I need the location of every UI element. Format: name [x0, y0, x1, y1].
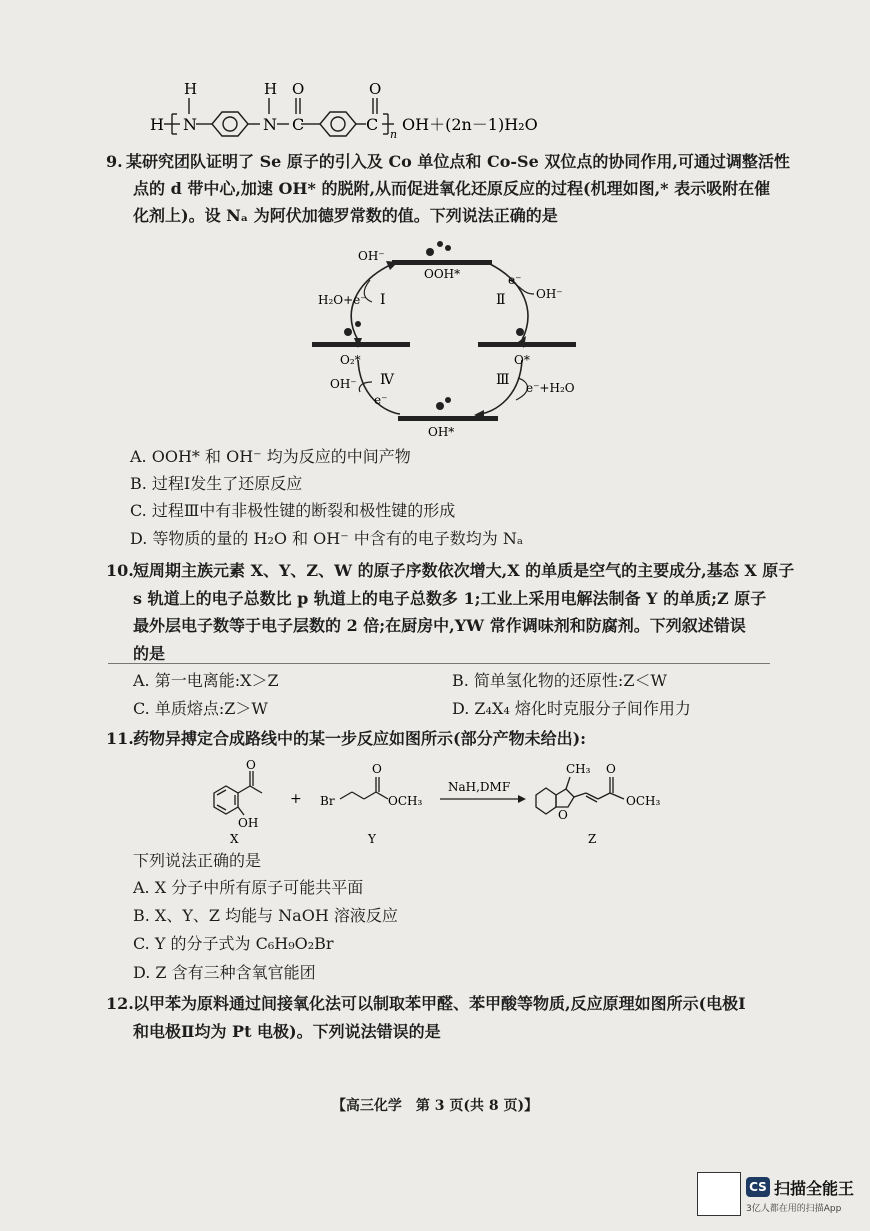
q11-option-a: A. X 分子中所有原子可能共平面 [133, 878, 364, 897]
cs-logo-icon: CS [746, 1177, 770, 1197]
polymer-o-1: O [292, 80, 305, 98]
scanner-tagline: 3亿人都在用的扫描App [746, 1204, 842, 1214]
label-h2o-e: H₂O+e⁻ [318, 293, 367, 307]
plus-sign: + [290, 791, 302, 807]
polymer-n-2: N [263, 115, 277, 134]
y-compound-label: Y [368, 832, 376, 846]
q11-option-d: D. Z 含有三种含氧官能团 [133, 963, 316, 982]
page-footer: 【高三化学 第 3 页(共 8 页)】 [331, 1098, 539, 1114]
q9-option-b: B. 过程Ⅰ发生了还原反应 [130, 474, 303, 493]
label-e-left: e⁻ [374, 393, 388, 407]
q10-rule [108, 663, 770, 664]
q9-stem-line-2: 点的 d 带中心,加速 OH* 的脱附,从而促进氧化还原反应的过程(机理如图,* 表示吸附在催 [133, 179, 771, 198]
x-o-label: O [246, 758, 256, 772]
polymer-n-1: N [183, 115, 197, 134]
reagent-label: NaH,DMF [448, 780, 511, 794]
q11-stem-2: 下列说法正确的是 [133, 851, 262, 870]
q11-option-c: C. Y 的分子式为 C₆H₉O₂Br [133, 934, 334, 953]
polymer-h-left: H [150, 115, 164, 134]
q12-stem-line-2: 和电极Ⅱ均为 Pt 电极)。下列说法错误的是 [133, 1022, 441, 1041]
q9-option-d: D. 等物质的量的 H₂O 和 OH⁻ 中含有的电子数均为 Nₐ [130, 529, 524, 548]
q9-option-a: A. OOH* 和 OH⁻ 均为反应的中间产物 [130, 447, 411, 466]
polymer-subscript-n: n [390, 128, 398, 140]
polymer-o-2: O [369, 80, 382, 98]
label-o-star: O* [514, 353, 530, 367]
z-ch3-label: CH₃ [566, 762, 591, 776]
polymer-h-top-2: H [264, 80, 278, 98]
y-br-label: Br [320, 794, 335, 808]
z-o-label: O [606, 762, 616, 776]
z-och3-label: OCH₃ [626, 794, 661, 808]
x-oh-label: OH [238, 816, 259, 830]
label-o2-star: O₂* [340, 353, 361, 367]
q10-number: 10. [106, 561, 134, 580]
qr-code-icon [697, 1172, 741, 1216]
label-roman-2: Ⅱ [496, 292, 506, 308]
q11-option-b: B. X、Y、Z 均能与 NaOH 溶液反应 [133, 906, 398, 925]
q9-mechanism-diagram [300, 232, 590, 444]
polymer-c-2: C [366, 115, 379, 134]
q10-option-c: C. 单质熔点:Z＞W [133, 699, 268, 718]
q11-stem: 药物异搏定合成路线中的某一步反应如图所示(部分产物未给出): [133, 729, 587, 748]
q10-stem-line-1: 短周期主族元素 X、Y、Z、W 的原子序数依次增大,X 的单质是空气的主要成分,基态 X 原子 [133, 561, 795, 580]
label-ooh-star: OOH* [424, 267, 461, 281]
q11-reaction-scheme [200, 755, 720, 847]
label-oh-left: OH⁻ [330, 377, 357, 391]
polymer-structure [150, 78, 570, 140]
q10-option-d: D. Z₄X₄ 熔化时克服分子间作用力 [452, 699, 691, 718]
q9-number: 9. [106, 152, 123, 171]
q10-stem-line-2: s 轨道上的电子总数比 p 轨道上的电子总数多 1;工业上采用电解法制备 Y 的单质;Z 原子 [133, 589, 767, 608]
q9-stem-line-3: 化剂上)。设 Nₐ 为阿伏加德罗常数的值。下列说法正确的是 [133, 206, 558, 225]
label-e-h2o: e⁻+H₂O [526, 381, 575, 395]
label-oh-star-bottom: OH* [428, 425, 455, 439]
label-oh-right: OH⁻ [536, 287, 563, 301]
x-compound-label: X [230, 832, 239, 846]
polymer-h-top-1: H [184, 80, 198, 98]
q12-stem-line-1: 以甲苯为原料通过间接氧化法可以制取苯甲醛、苯甲酸等物质,反应原理如图所示(电极Ⅰ [133, 994, 746, 1013]
label-e-right: e⁻ [508, 273, 522, 287]
q10-stem-line-4: 的是 [133, 644, 166, 663]
q10-option-b: B. 简单氢化物的还原性:Z＜W [452, 671, 667, 690]
polymer-c-1: C [292, 115, 305, 134]
label-roman-3: Ⅲ [496, 372, 510, 388]
label-roman-1: Ⅰ [380, 292, 386, 308]
label-oh-top: OH⁻ [358, 249, 385, 263]
y-o-label: O [372, 762, 382, 776]
q9-option-c: C. 过程Ⅲ中有非极性键的断裂和极性键的形成 [130, 501, 456, 520]
z-compound-label: Z [588, 832, 597, 846]
q12-number: 12. [106, 994, 134, 1013]
polymer-tail: OH＋(2n－1)H₂O [402, 115, 538, 134]
q10-option-a: A. 第一电离能:X＞Z [133, 671, 279, 690]
q9-stem-line-1: 某研究团队证明了 Se 原子的引入及 Co 单位点和 Co-Se 双位点的协同作用,可通过调整活性 [126, 152, 790, 171]
label-roman-4: Ⅳ [380, 372, 394, 388]
z-ring-o-label: O [558, 808, 568, 822]
y-och3-label: OCH₃ [388, 794, 423, 808]
scanner-brand: 扫描全能王 [774, 1179, 855, 1198]
q11-number: 11. [106, 729, 134, 748]
q10-stem-line-3: 最外层电子数等于电子层数的 2 倍;在厨房中,YW 常作调味剂和防腐剂。下列叙述错误 [133, 616, 746, 635]
